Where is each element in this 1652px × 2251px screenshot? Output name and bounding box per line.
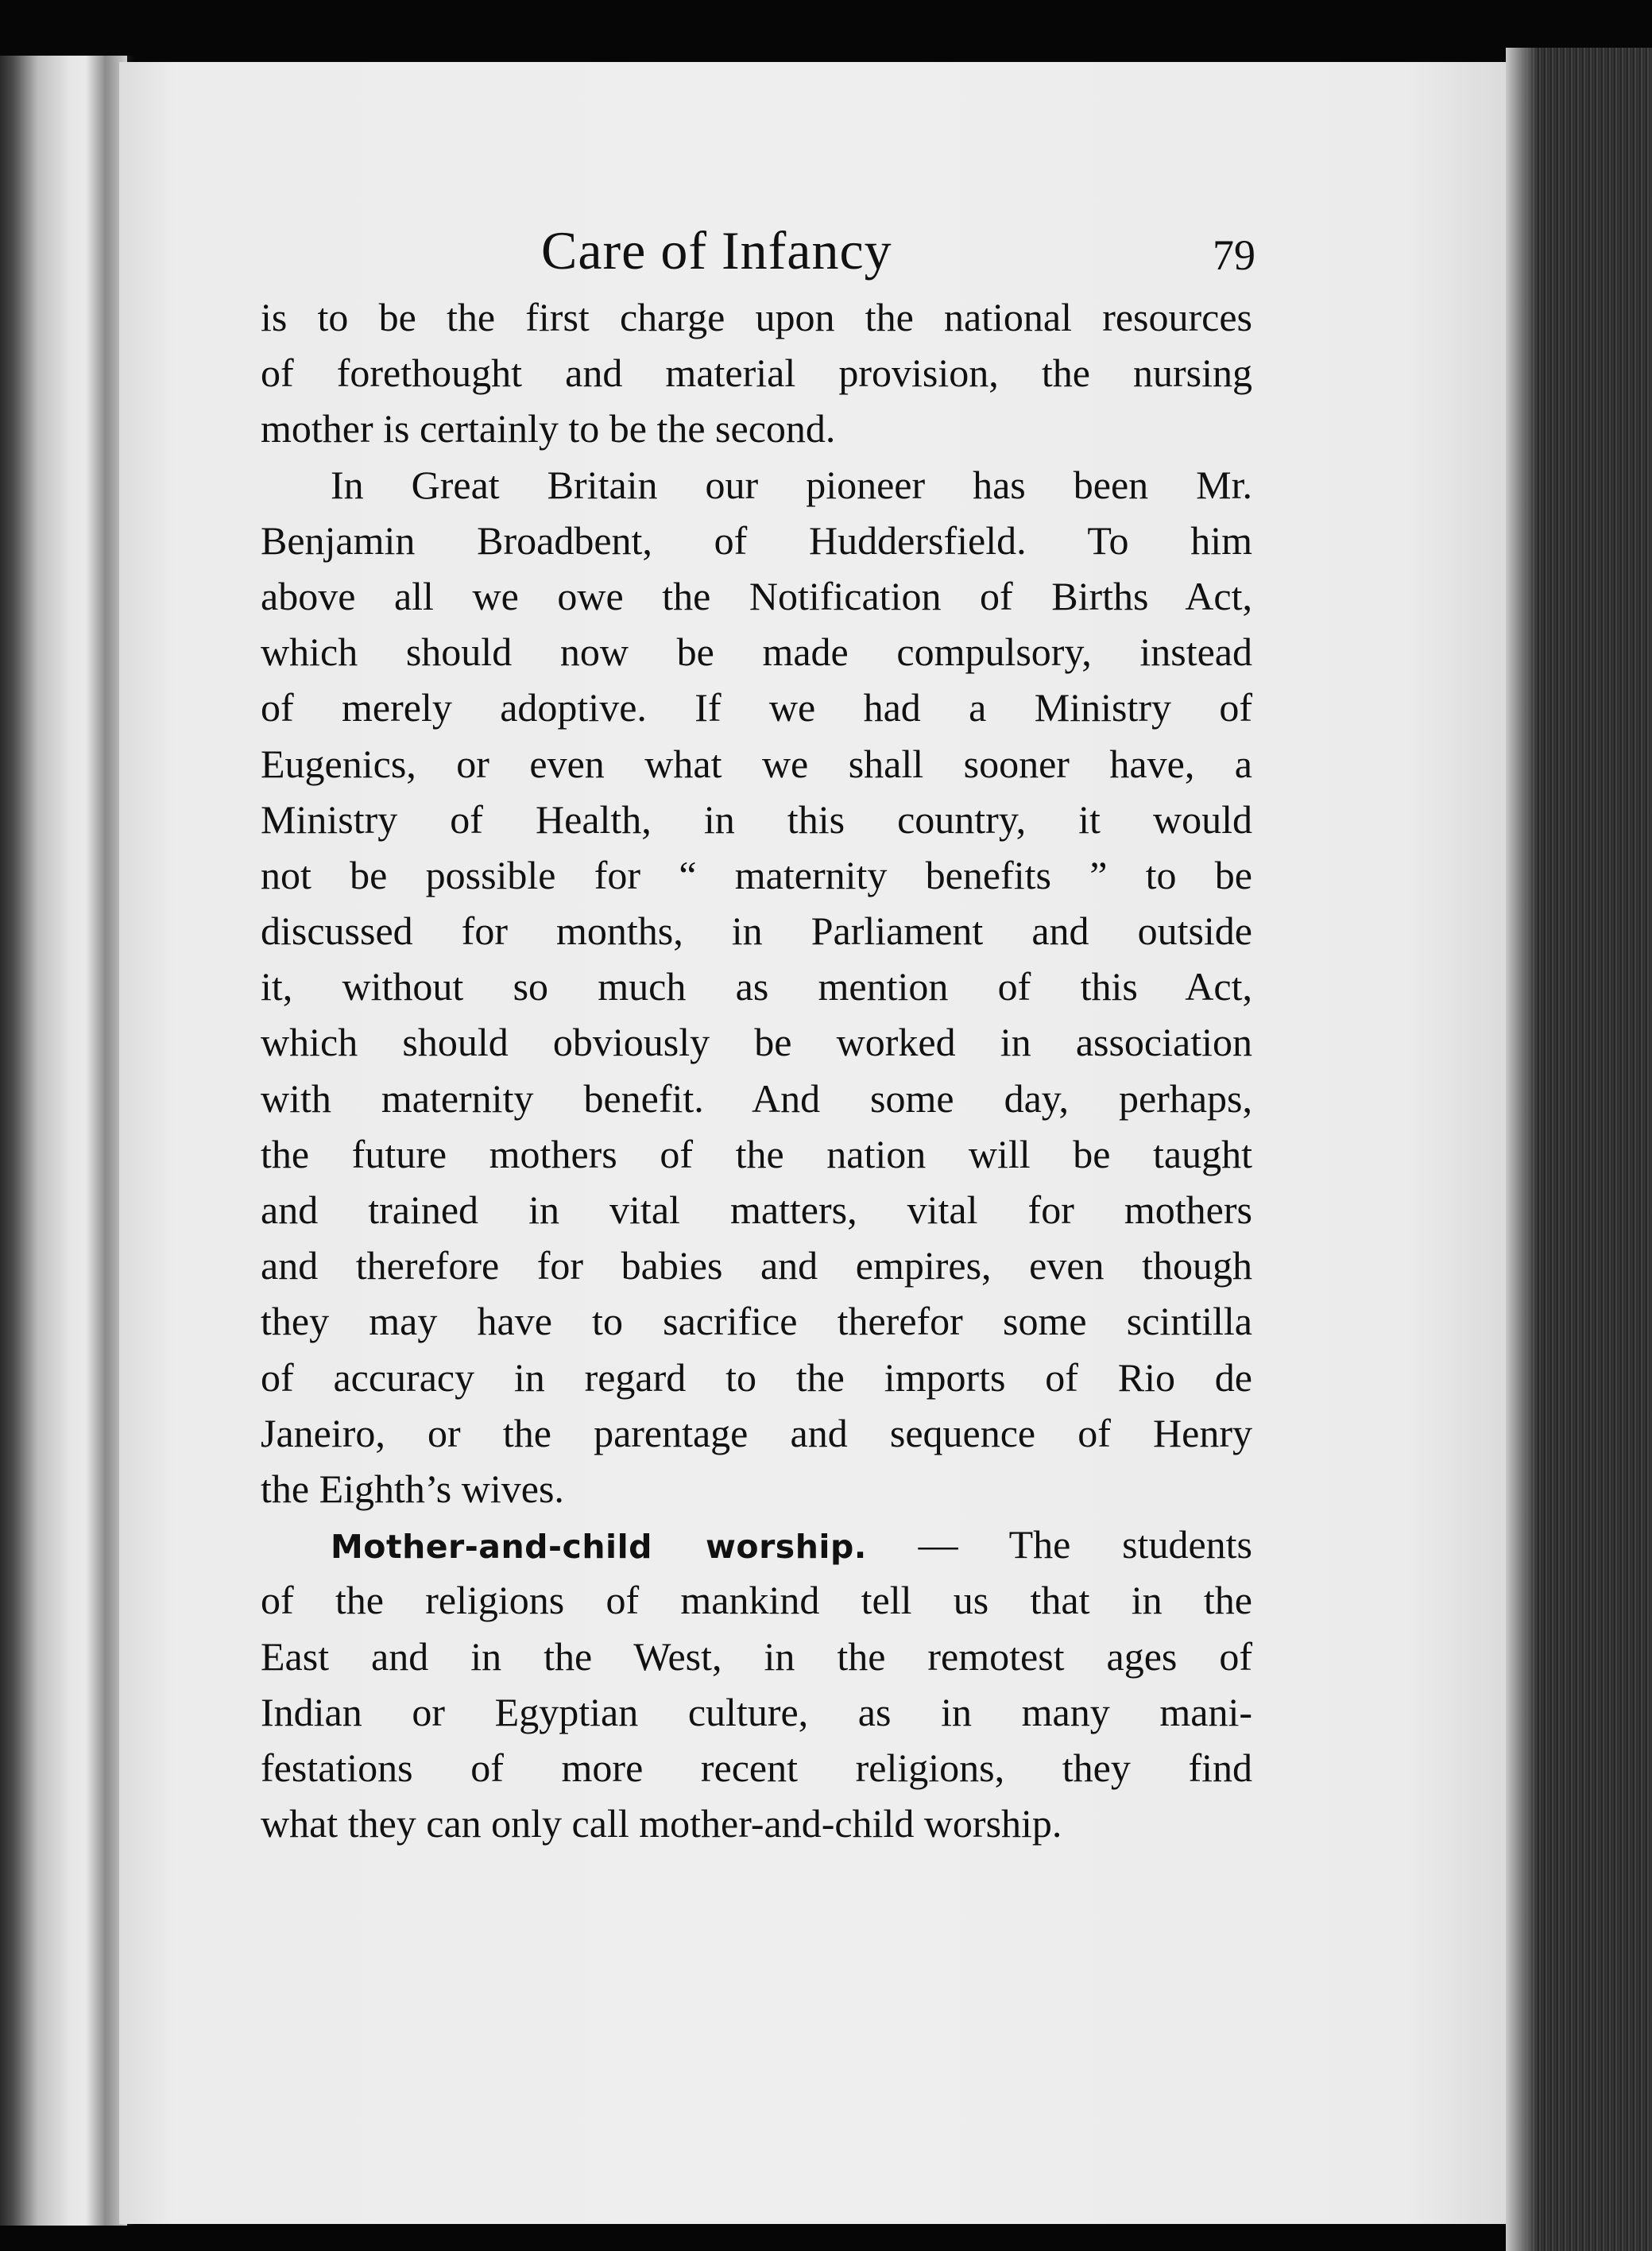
text-line: mother is certainly to be the second.	[261, 406, 836, 451]
text-line: above all we owe the Notification of Births Act,	[261, 573, 1252, 618]
page-body	[261, 289, 1252, 1851]
text-block	[261, 215, 1255, 1851]
text-line: of accuracy in regard to the imports of Rio de	[261, 1354, 1252, 1400]
text-line: is to be the first charge upon the national resources	[261, 295, 1252, 339]
text-line: of merely adoptive. If we had a Ministry of	[261, 685, 1252, 730]
text-line: the future mothers of the nation will be taught	[261, 1131, 1252, 1176]
text-line: In Great Britain our pioneer has been Mr.	[331, 462, 1252, 507]
text-line: they may have to sacrifice therefor some scintilla	[261, 1299, 1252, 1344]
text-line: Janeiro, or the parentage and sequence of Henry	[261, 1410, 1252, 1455]
text-line: East and in the West, in the remotest ages of	[261, 1633, 1252, 1679]
section-side-heading: Mother-and-child worship.	[331, 1528, 867, 1567]
running-head	[261, 215, 1255, 286]
text-line: of forethought and material provision, the nursing	[261, 351, 1252, 396]
text-line: the Eighth’s wives.	[261, 1466, 564, 1511]
text-line: which should obviously be worked in association	[261, 1020, 1252, 1065]
text-line: Benjamin Broadbent, of Huddersfield. To him	[261, 517, 1252, 563]
text-line: Ministry of Health, in this country, it would	[261, 796, 1252, 842]
text-line	[261, 1517, 1252, 1572]
paragraph	[261, 289, 1252, 457]
text-line: what they can only call mother-and-child worship.	[261, 1801, 1062, 1846]
text-line: with maternity benefit. And some day, perhaps,	[261, 1075, 1252, 1121]
paragraph	[261, 1517, 1252, 1851]
text-line: not be possible for “ maternity benefits ” to be	[261, 852, 1252, 897]
page-edge-shadow	[1506, 48, 1538, 2251]
page-number: 79	[1213, 231, 1255, 279]
text-line: which should now be made compulsory, instead	[261, 630, 1252, 675]
text-line: of the religions of mankind tell us that in the	[261, 1578, 1252, 1623]
text-line: and trained in vital matters, vital for mothers	[261, 1187, 1252, 1232]
paragraph	[261, 457, 1252, 1517]
text-line: discussed for months, in Parliament and outside	[261, 909, 1252, 954]
running-title: Care of Infancy	[541, 220, 892, 281]
text-line: it, without so much as mention of this Act,	[261, 964, 1252, 1009]
text-line: Eugenics, or even what we shall sooner have, a	[261, 741, 1252, 786]
text-span: — The students	[918, 1522, 1252, 1567]
text-line: Indian or Egyptian culture, as in many mani-	[261, 1689, 1252, 1734]
text-line: and therefore for babies and empires, even though	[261, 1243, 1252, 1288]
text-line: festations of more recent religions, they find	[261, 1745, 1252, 1790]
